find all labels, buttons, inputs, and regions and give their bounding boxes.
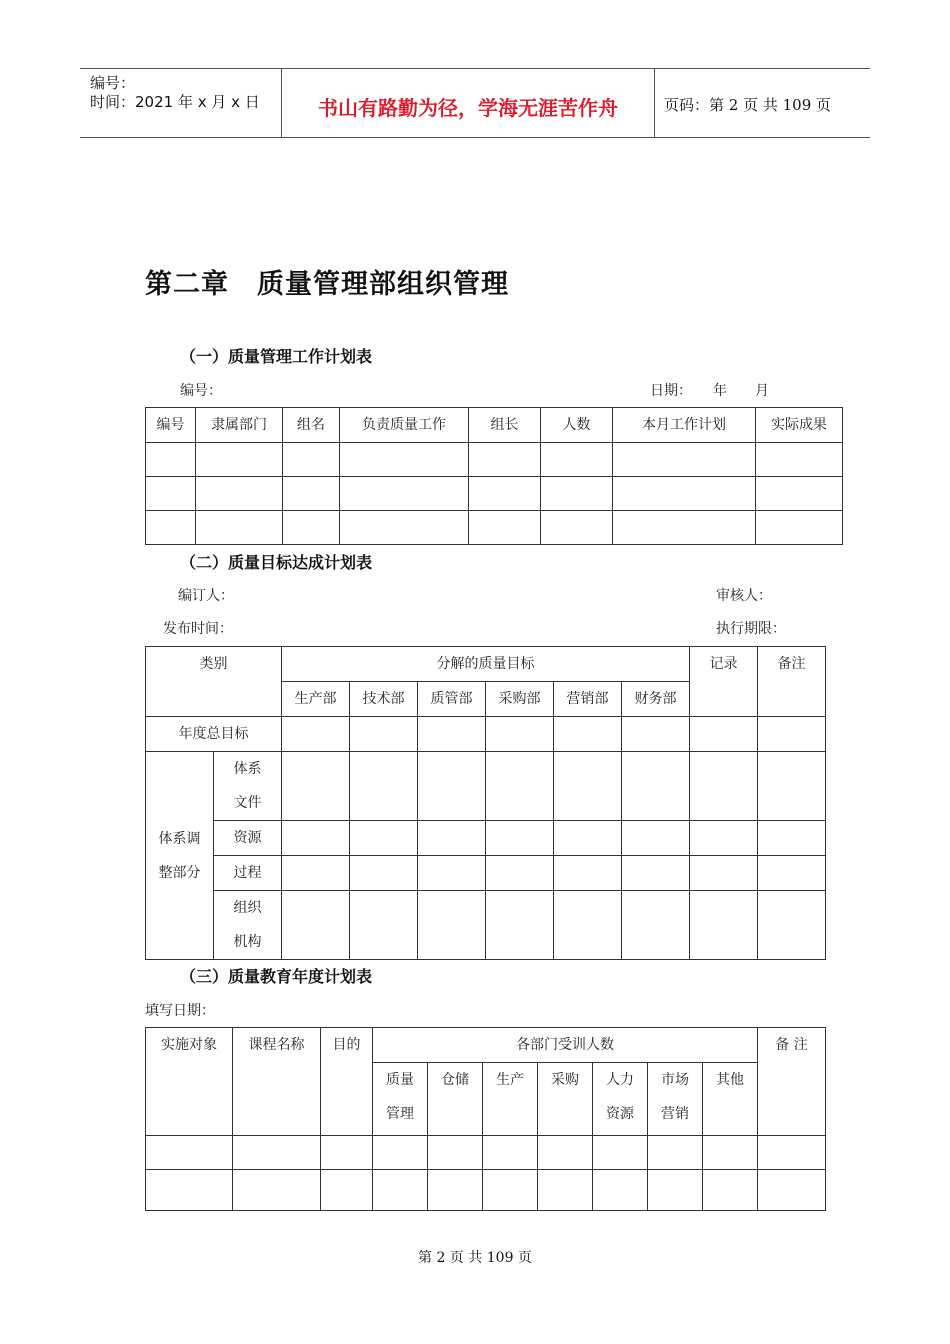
- dept-header: 市场 营销: [648, 1063, 703, 1136]
- publish-time-label: 发布时间：: [163, 621, 233, 637]
- col-header: 负责质量工作: [340, 408, 469, 443]
- dept-header: 质管部: [418, 682, 486, 717]
- col-header: 隶属部门: [196, 408, 283, 443]
- table-row: [146, 856, 826, 891]
- process-label: 过程: [214, 856, 282, 891]
- work-plan-table: [145, 407, 843, 545]
- category-header: 类别: [146, 647, 282, 717]
- dept-header: 生产: [483, 1063, 538, 1136]
- table-row: [146, 477, 843, 511]
- header-right-cell: [654, 69, 870, 137]
- dept-header: 财务部: [622, 682, 690, 717]
- header-page-info: 页码：第 2 页 共 109 页: [664, 96, 832, 114]
- dept-header: 仓储: [428, 1063, 483, 1136]
- deadline-label: 执行期限：: [716, 621, 786, 637]
- col-header: 人数: [541, 408, 613, 443]
- course-header: 课程名称: [233, 1028, 321, 1136]
- col-header: 实际成果: [756, 408, 843, 443]
- section1-heading: （一）质量管理工作计划表: [180, 347, 373, 366]
- resources-label: 资源: [214, 821, 282, 856]
- section2-heading: （二）质量目标达成计划表: [180, 553, 373, 572]
- record-header: 记录: [690, 647, 758, 717]
- org-label: 组织 机构: [214, 891, 282, 960]
- table-row: [146, 1170, 826, 1211]
- section3-heading: （三）质量教育年度计划表: [180, 967, 373, 986]
- table-row: [146, 821, 826, 856]
- system-docs-label: 体系 文件: [214, 752, 282, 821]
- remarks-header: 备注: [758, 647, 826, 717]
- dept-header: 采购部: [486, 682, 554, 717]
- dept-header: 技术部: [350, 682, 418, 717]
- header-number-label: 编号：: [90, 74, 136, 92]
- col-header: 本月工作计划: [613, 408, 756, 443]
- dept-header: 质量 管理: [373, 1063, 428, 1136]
- education-plan-table: [145, 1027, 826, 1211]
- remarks-header: 备 注: [758, 1028, 826, 1136]
- reviewer-label: 审核人：: [716, 588, 772, 604]
- dept-header: 营销部: [554, 682, 622, 717]
- table-header-row: [146, 408, 843, 443]
- header-motto: 书山有路勤为径，学海无涯苦作舟: [318, 96, 618, 120]
- dept-header: 其他: [703, 1063, 758, 1136]
- table-row: [146, 511, 843, 545]
- page-footer: 第 2 页 共 109 页: [418, 1250, 532, 1266]
- table-row: [146, 717, 826, 752]
- goal-header: 分解的质量目标: [282, 647, 690, 682]
- adjust-part-label: 体系调 整部分: [146, 752, 214, 960]
- section1-number-label: 编号：: [180, 383, 222, 399]
- dept-header: 采购: [538, 1063, 593, 1136]
- quality-goal-table: [145, 646, 826, 960]
- col-header: 组长: [469, 408, 541, 443]
- target-header: 实施对象: [146, 1028, 233, 1136]
- dept-header: 生产部: [282, 682, 350, 717]
- col-header: 组名: [283, 408, 340, 443]
- table-row: [146, 1136, 826, 1170]
- chapter-title: 第二章 质量管理部组织管理: [145, 269, 509, 300]
- page-header: [80, 68, 870, 138]
- section1-date-label: 日期： 年 月: [650, 383, 769, 399]
- header-left-cell: [80, 69, 280, 137]
- table-row: [146, 891, 826, 960]
- annual-goal-label: 年度总目标: [146, 717, 282, 752]
- dept-header: 人力 资源: [593, 1063, 648, 1136]
- table-row: [146, 443, 843, 477]
- table-row: [146, 752, 826, 821]
- purpose-header: 目的: [321, 1028, 373, 1136]
- editor-label: 编订人：: [178, 588, 234, 604]
- fill-date-label: 填写日期：: [145, 1003, 215, 1019]
- trainees-header: 各部门受训人数: [373, 1028, 758, 1063]
- col-header: 编号: [146, 408, 196, 443]
- header-motto-cell: [281, 69, 655, 137]
- header-time-label: 时间：2021 年 x 月 x 日: [90, 93, 260, 111]
